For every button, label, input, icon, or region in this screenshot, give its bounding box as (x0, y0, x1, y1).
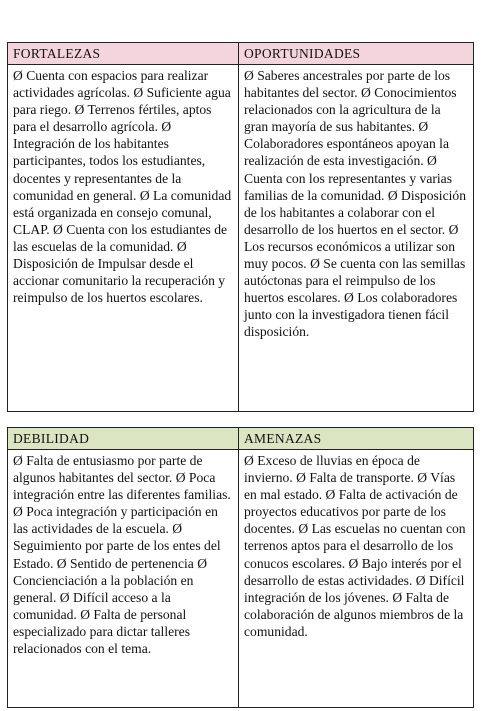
cell-debilidad: Ø Falta de entusiasmo por parte de algunos habitantes del sector. Ø Poca integración entre las diferentes familias. Ø Poca integración y participación en las actividades de la escuela. Ø Seguimiento por parte de los entes del Estado. Ø Sentido de pertenencia Ø Concienciación a la población en general. Ø Difícil acceso a la comunidad. Ø Falta de personal especializado para dictar talleres relacionados con el tema. (8, 450, 239, 708)
header-debilidad: DEBILIDAD (8, 428, 239, 450)
content-row (8, 450, 474, 708)
header-fortalezas: FORTALEZAS (8, 43, 239, 65)
cell-oportunidades: Ø Saberes ancestrales por parte de los habitantes del sector. Ø Conocimientos relacionados con la agricultura de la gran mayoría de sus habitantes. Ø Colaboradores espontáneos apoyan la realización de esta investigación. Ø Cuenta con los representantes y varias familias de la comunidad. Ø Disposición de los habitantes a colaborar con el desarrollo de los huertos en el sector. Ø Los recursos económicos a utilizar son muy pocos. Ø Se cuenta con las semillas autóctonas para el reimpulso de los huertos escolares. Ø Los colaboradores junto con la investigadora tienen fácil disposición. (239, 65, 474, 412)
swot-table-top (7, 42, 474, 412)
cell-fortalezas: Ø Cuenta con espacios para realizar actividades agrícolas. Ø Suficiente agua para riego. Ø Terrenos fértiles, aptos para el desarrollo agrícola. Ø Integración de los habitantes participantes, todos los estudiantes, docentes y representantes de la comunidad en general. Ø La comunidad está organizada en consejo comunal, CLAP. Ø Cuenta con los estudiantes de las escuelas de la comunidad. Ø Disposición de Impulsar desde el accionar comunitario la recuperación y reimpulso de los huertos escolares. (8, 65, 239, 412)
header-row (8, 43, 474, 65)
header-row (8, 428, 474, 450)
cell-amenazas: Ø Exceso de lluvias en época de invierno. Ø Falta de transporte. Ø Vías en mal estado. Ø Falta de activación de proyectos educativos por parte de los docentes. Ø Las escuelas no cuentan con terrenos aptos para el desarrollo de los conucos escolares. Ø Bajo interés por el desarrollo de estas actividades. Ø Difícil integración de los jóvenes. Ø Falta de colaboración de algunos miembros de la comunidad. (239, 450, 474, 708)
header-oportunidades: OPORTUNIDADES (239, 43, 474, 65)
content-row (8, 65, 474, 412)
header-amenazas: AMENAZAS (239, 428, 474, 450)
swot-table-bottom (7, 427, 474, 708)
